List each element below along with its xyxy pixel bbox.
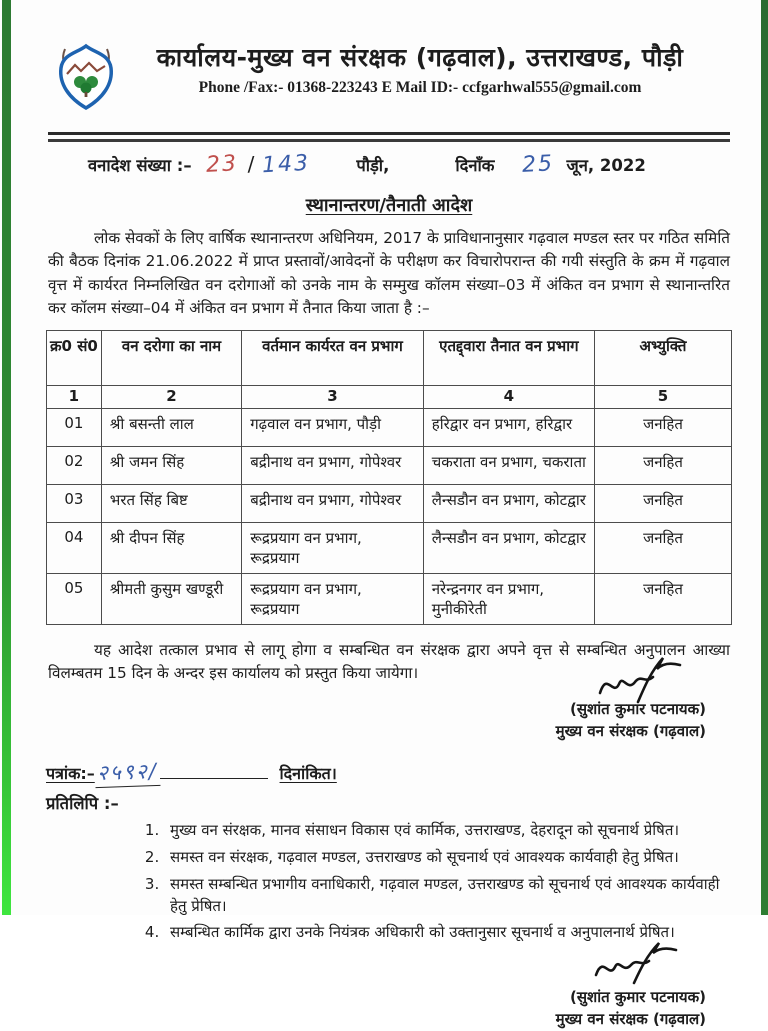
handwritten-date-day: 25 [521, 151, 556, 178]
col-number: 1 [47, 386, 102, 409]
cell-serial: 02 [47, 447, 102, 485]
cell-remark: जनहित [594, 485, 731, 523]
date-month-year: जून, 2022 [566, 156, 646, 175]
col-header-serial: क्र0 सं0 [47, 331, 102, 386]
copy-item: 3. समस्त सम्बन्धित प्रभागीय वनाधिकारी, गढ़वाल मण्डल, उत्तराखण्ड को सूचनार्थ एवं आवश्यक कार्यवाही हेतु प्रेषित। [164, 874, 732, 918]
copy-item: 2. समस्त वन संरक्षक, गढ़वाल मण्डल, उत्तराखण्ड को सूचनार्थ एवं आवश्यक कार्यवाही हेतु प्रेषित। [164, 847, 732, 869]
cell-name: श्रीमती कुसुम खण्डूरी [101, 574, 241, 625]
transfer-table-header [47, 331, 732, 386]
dated-label: दिनांकित। [279, 764, 337, 784]
signature-squiggle-icon [594, 655, 686, 707]
cell-current-division: रूद्रप्रयाग वन प्रभाग, रूद्रप्रयाग [242, 523, 424, 574]
transfer-table [46, 330, 732, 625]
cell-serial: 05 [47, 574, 102, 625]
handwritten-dispatch-number: 143 [261, 150, 311, 179]
table-row [47, 485, 732, 523]
cell-current-division: गढ़वाल वन प्रभाग, पौड़ी [242, 409, 424, 447]
col-number: 4 [423, 386, 594, 409]
cell-remark: जनहित [594, 574, 731, 625]
cell-remark: जनहित [594, 523, 731, 574]
forest-department-emblem-icon [46, 36, 128, 120]
cell-serial: 03 [47, 485, 102, 523]
cell-serial: 01 [47, 409, 102, 447]
letter-ref-label: पत्रांक:– [46, 764, 95, 784]
handwritten-order-number: 23 [204, 151, 239, 178]
cell-current-division: बद्रीनाथ वन प्रभाग, गोपेश्वर [242, 447, 424, 485]
table-row [47, 574, 732, 625]
copy-item: 4. सम्बन्धित कार्मिक द्वारा उनके नियंत्रक अधिकारी को उक्तानुसार सूचनार्थ व अनुपालनार्थ प्रेषित। [164, 922, 732, 944]
cell-remark: जनहित [594, 409, 731, 447]
date-label: दिनाँक [455, 156, 495, 175]
cell-current-division: बद्रीनाथ वन प्रभाग, गोपेश्वर [242, 485, 424, 523]
signatory-name: (सुशांत कुमार पटनायक) [570, 988, 706, 1007]
col-header-name: वन दरोगा का नाम [101, 331, 241, 386]
letterhead [46, 34, 732, 120]
copies-label: प्रतिलिपि :– [46, 794, 119, 814]
cell-name: श्री बसन्ती लाल [101, 409, 241, 447]
order-body-paragraph: लोक सेवकों के लिए वार्षिक स्थानान्तरण अधिनियम, 2017 के प्राविधानानुसार गढ़वाल मण्डल स्तर पर गठित समिति की बैठक दिनांक 21.06.2022 में प्राप्त प्रस्तावों/आवेदनों के परीक्षण कर विचारोपरान्त की गयी संस्तुति के क्रम में गढ़वाल वृत्त में कार्यरत निम्नलिखित वन दरोगाओं को उनके नाम के सम्मुख कॉलम संख्या–03 में अंकित वन प्रभाग से स्थानान्तरित कर कॉलम संख्या–04 में अंकित वन प्रभाग में तैनात किया जाता है :– [48, 229, 730, 317]
cell-serial: 04 [47, 523, 102, 574]
document-title: स्थानान्तरण/तैनाती आदेश [305, 195, 473, 216]
table-row [47, 447, 732, 485]
phone-email-line: Phone /Fax:- 01368-223243 E Mail ID:- ccfgarhwal555@gmail.com [198, 79, 642, 97]
signatory-name: (सुशांत कुमार पटनायक) [570, 699, 706, 718]
signatory-designation: मुख्य वन संरक्षक (गढ़वाल) [555, 721, 706, 740]
left-green-border [2, 0, 11, 915]
col-header-remark: अभ्युक्ति [594, 331, 731, 386]
table-row [47, 523, 732, 574]
copies-list [46, 820, 732, 944]
order-number-slash: / [247, 152, 255, 176]
col-header-current-division: वर्तमान कार्यरत वन प्रभाग [242, 331, 424, 386]
signatory-designation: मुख्य वन संरक्षक (गढ़वाल) [555, 1009, 706, 1028]
cell-new-division: चकराता वन प्रभाग, चकराता [423, 447, 594, 485]
handwritten-letter-number: २५९२/ [94, 757, 160, 788]
closing-paragraph: यह आदेश तत्काल प्रभाव से लागू होगा व सम्बन्धित वन संरक्षक द्वारा अपने वृत्त से सम्बन्धित अनुपालन आख्या विलम्बतम 15 दिन के अन्दर इस कार्यालय को प्रस्तुत किया जायेगा। [48, 641, 730, 682]
closing-section [46, 639, 732, 742]
signature-squiggle-icon [590, 941, 682, 987]
order-number-label: वनादेश संख्या :– [88, 156, 192, 175]
place-label: पौड़ी, [356, 156, 390, 175]
table-row [47, 409, 732, 447]
cell-name: श्री दीपन सिंह [101, 523, 241, 574]
signatory-block-bottom [46, 941, 732, 1031]
col-number: 2 [101, 386, 241, 409]
copy-item: 1. मुख्य वन संरक्षक, मानव संसाधन विकास एवं कार्मिक, उत्तराखण्ड, देहरादून को सूचनार्थ प्रेषित। [164, 820, 732, 842]
order-number-line [46, 152, 732, 177]
col-number: 5 [594, 386, 731, 409]
right-green-border [761, 0, 768, 915]
cell-current-division: रूद्रप्रयाग वन प्रभाग, रूद्रप्रयाग [242, 574, 424, 625]
cell-name: श्री जमन सिंह [101, 447, 241, 485]
blank-underline [160, 764, 268, 779]
letter-ref-line [46, 758, 732, 787]
document-page [12, 0, 760, 1028]
cell-new-division: नरेन्द्रनगर वन प्रभाग, मुनीकीरेती [423, 574, 594, 625]
letterhead-text [128, 34, 732, 97]
header-divider-rule [48, 132, 730, 142]
cell-new-division: लैन्सडौन वन प्रभाग, कोटद्वार [423, 485, 594, 523]
cell-new-division: लैन्सडौन वन प्रभाग, कोटद्वार [423, 523, 594, 574]
col-header-new-division: एतद्द्वारा तैनात वन प्रभाग [423, 331, 594, 386]
col-number: 3 [242, 386, 424, 409]
cell-new-division: हरिद्वार वन प्रभाग, हरिद्वार [423, 409, 594, 447]
cell-name: भरत सिंह बिष्ट [101, 485, 241, 523]
office-title: कार्यालय-मुख्य वन संरक्षक (गढ़वाल), उत्तराखण्ड, पौड़ी [156, 43, 684, 72]
column-number-row [47, 386, 732, 409]
cell-remark: जनहित [594, 447, 731, 485]
